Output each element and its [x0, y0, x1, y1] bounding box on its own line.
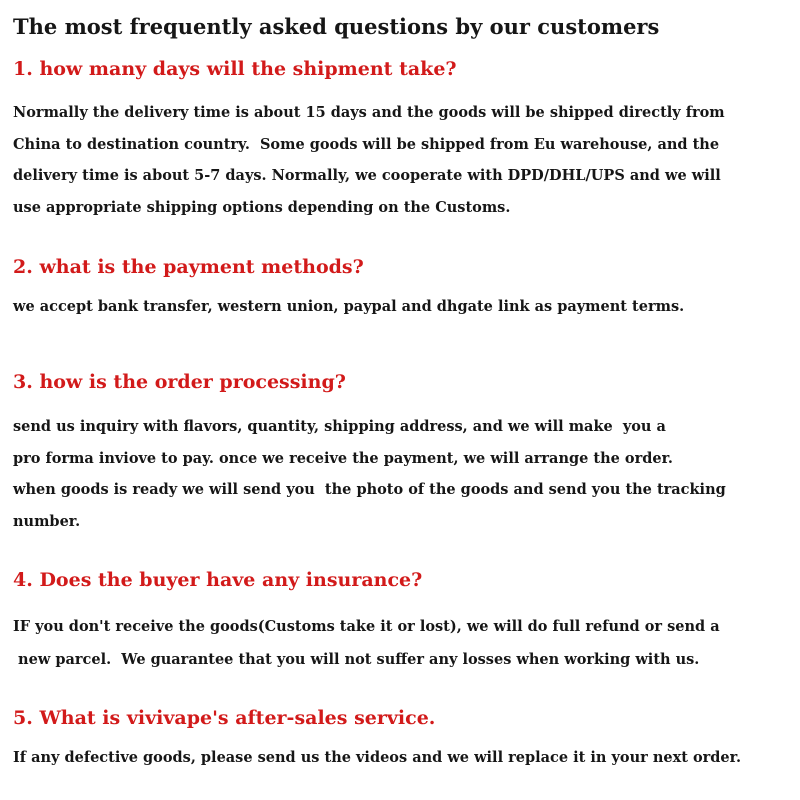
faq-answer-2-line-1: we accept bank transfer, western union, paypal and dhgate link as payment terms. [13, 298, 685, 315]
faq-answer-4-line-1: IF you don't receive the goods(Customs take it or lost), we will do full refund or send a [13, 618, 720, 635]
faq-answer-3-line-4: number. [13, 512, 81, 530]
faq-answer-1-line-1: Normally the delivery time is about 15 days and the goods will be shipped directly from [13, 104, 725, 121]
faq-answer-1-line-4: use appropriate shipping options depending on the Customs. [13, 198, 511, 216]
faq-answer-3-line-1: send us inquiry with flavors, quantity, shipping address, and we will make you a [13, 418, 666, 435]
faq-answer-1 [13, 97, 793, 223]
faq-answer-5-line-1: If any defective goods, please send us the videos and we will replace it in your next order. [13, 749, 742, 766]
faq-question-2: 2. what is the payment methods? [13, 256, 364, 278]
faq-answer-5 [13, 747, 793, 769]
page-title: The most frequently asked questions by our customers [13, 14, 660, 39]
faq-answer-1-line-2: China to destination country. Some goods will be shipped from Eu warehouse, and the [13, 135, 720, 153]
faq-answer-3-line-2: pro forma inviove to pay. once we receive the payment, we will arrange the order. [13, 449, 673, 467]
faq-question-1: 1. how many days will the shipment take? [13, 58, 457, 80]
faq-question-5: 5. What is vivivape's after-sales service. [13, 707, 436, 729]
faq-answer-3 [13, 411, 793, 537]
faq-question-4: 4. Does the buyer have any insurance? [13, 569, 423, 591]
faq-answer-4-line-2: new parcel. We guarantee that you will not suffer any losses when working with us. [13, 651, 700, 668]
faq-answer-1-line-3: delivery time is about 5-7 days. Normally, we cooperate with DPD/DHL/UPS and we will [13, 167, 721, 184]
faq-answer-2 [13, 296, 793, 318]
faq-question-3: 3. how is the order processing? [13, 371, 346, 393]
faq-answer-3-line-3: when goods is ready we will send you the photo of the goods and send you the tracking [13, 481, 726, 498]
faq-answer-4 [13, 610, 793, 676]
